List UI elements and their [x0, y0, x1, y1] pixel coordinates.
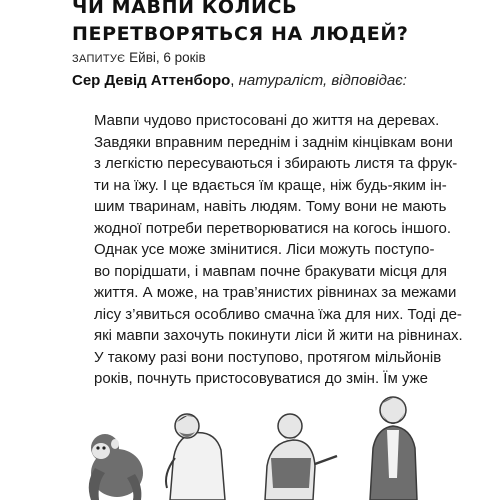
- text-line: життя. А може, на трав’янистих рівнинах за межами: [94, 284, 457, 301]
- title-line-1: ЧИ МАВПИ КОЛИСЬ: [72, 0, 298, 18]
- evolution-illustration: [75, 378, 435, 500]
- answerer-role: натураліст, відповідає:: [238, 72, 407, 89]
- text-line: ти на їжу. І це вдається їм краще, ніж будь-яким ін-: [94, 176, 447, 194]
- paragraph-1: [72, 110, 458, 239]
- text-line: жодної потреби перетворюватися на когось іншого.: [94, 219, 452, 237]
- answerer-name: Сер Девід Аттенборо: [72, 72, 231, 89]
- text-line: які мавпи захочуть покинути ліси й жити на рівнинах.: [94, 327, 463, 344]
- text-line: Завдяки вправним переднім і заднім кінцівкам вони: [94, 133, 453, 151]
- text-line: Однак усе може змінитися. Ліси можуть поступо-: [94, 241, 435, 258]
- text-line: з легкістю пересуваються і збирають листя та фрук-: [94, 155, 458, 172]
- modern-human-figure: [370, 397, 417, 500]
- answerer-line: Сер Девід Аттенборо, натураліст, відповідає:: [72, 72, 407, 89]
- paragraph-2: [72, 239, 463, 390]
- text-line: Мавпи чудово пристосовані до життя на деревах.: [94, 112, 440, 129]
- title-line-2: ПЕРЕТВОРЯТЬСЯ НА ЛЮДЕЙ?: [72, 23, 409, 45]
- page-title: [72, 0, 472, 48]
- text-line: шим тваринам, навіть людям. Тому вони не мають: [94, 198, 447, 215]
- asker-line: [72, 50, 206, 65]
- answer-body: [72, 110, 463, 390]
- text-line: лісу з’явиться особливо смачна їжа для них. Тоді де-: [94, 305, 462, 323]
- early-hominid-figure: [166, 414, 225, 500]
- text-line: во порідшати, і мавпам почне бракувати місця для: [94, 262, 448, 280]
- ape-figure: [89, 434, 143, 500]
- text-line: років, почнуть пристосовуватися до змін. Їм уже: [94, 370, 428, 387]
- asker-name: Ейві, 6 років: [129, 50, 206, 65]
- asker-prefix: ЗАПИТУЄ: [72, 53, 126, 65]
- text-line: У такому разі вони поступово, протягом мільйонів: [94, 348, 442, 366]
- bearded-hominid-figure: [265, 414, 337, 500]
